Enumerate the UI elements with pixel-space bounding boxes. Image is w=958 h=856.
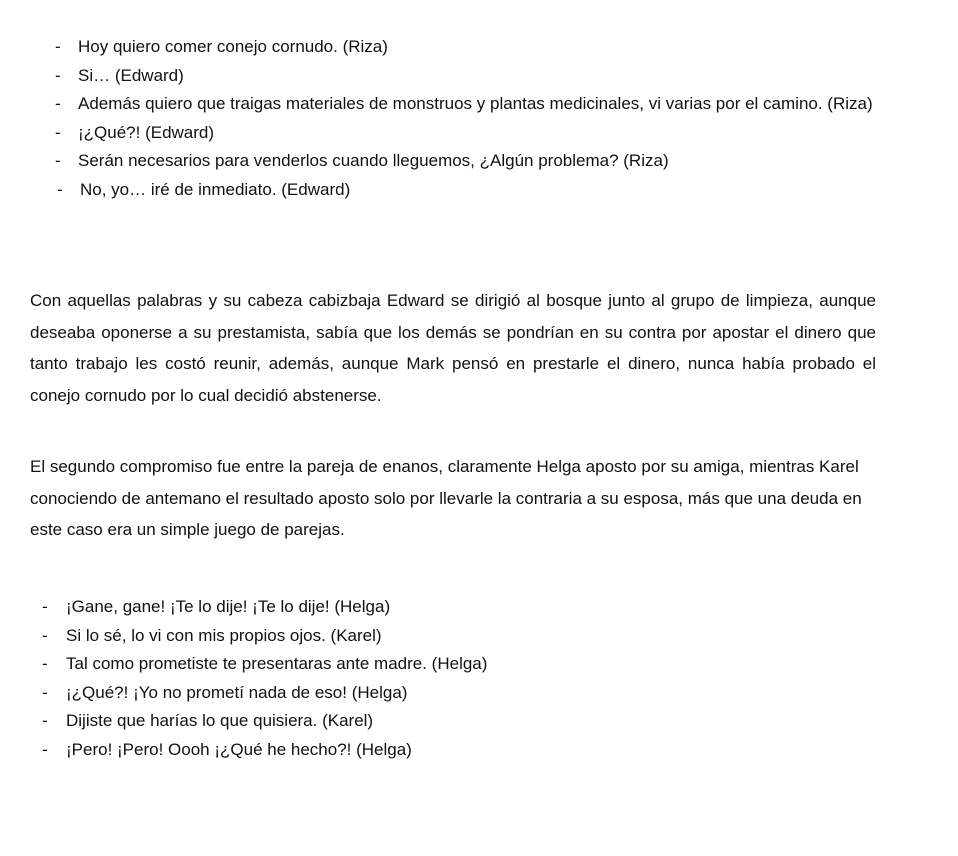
dialogue-line [0,622,958,651]
dash-bullet: - [42,654,48,673]
dialogue-line [0,176,958,205]
dash-bullet: - [42,711,48,730]
dialogue-line [0,147,958,176]
dialogue-list-riza-edward [0,33,958,204]
dash-bullet: - [55,65,61,85]
dialogue-line [0,707,958,736]
dialogue-line [0,119,958,148]
dash-bullet: - [42,625,48,645]
dialogue-list-helga-karel [0,593,958,764]
dialogue-text: Tal como prometiste te presentaras ante madre. (Helga) [66,654,488,673]
dialogue-line [0,679,958,708]
dialogue-text: ¡Gane, gane! ¡Te lo dije! ¡Te lo dije! (Helga) [66,597,391,616]
dialogue-text: Serán necesarios para venderlos cuando lleguemos, ¿Algún problema? (Riza) [78,151,669,170]
dialogue-line [0,33,958,62]
dash-bullet: - [57,179,63,199]
dialogue-text: Hoy quiero comer conejo cornudo. (Riza) [78,37,388,56]
narrative-paragraph: Con aquellas palabras y su cabeza cabizbaja Edward se dirigió al bosque junto al grupo de limpieza, aunque deseaba oponerse a su prestamista, sabía que los demás se pondrían en su contra por apostar el dinero que tanto trabajo les costó reunir, además, aunque Mark pensó en prestarle el dinero, nunca había probado el conejo cornudo por lo cual decidió abstenerse. [30,291,876,405]
dash-bullet: - [55,122,61,142]
dialogue-line [0,62,958,91]
dash-bullet: - [42,739,48,759]
dialogue-text: ¡¿Qué?! ¡Yo no prometí nada de eso! (Helga) [66,682,408,702]
dash-bullet: - [42,682,48,702]
dash-bullet: - [55,94,61,113]
dialogue-text: Si lo sé, lo vi con mis propios ojos. (Karel) [66,625,382,645]
dialogue-line [0,650,958,679]
dialogue-line [0,593,958,622]
dialogue-text: ¡¿Qué?! (Edward) [78,122,215,142]
dialogue-text: Además quiero que traigas materiales de monstruos y plantas medicinales, vi varias por el camino. (Riza) [78,94,873,113]
dialogue-text: Dijiste que harías lo que quisiera. (Karel) [66,711,374,730]
dialogue-text: Si… (Edward) [78,65,184,85]
dialogue-line [0,90,958,119]
dash-bullet: - [42,597,48,616]
dash-bullet: - [55,37,61,56]
narrative-paragraph: El segundo compromiso fue entre la pareja de enanos, claramente Helga aposto por su amiga, mientras Karel conociendo de antemano el resultado aposto solo por llevarle la contraria a su esposa, más que una deuda en este caso era un simple juego de parejas. [30,457,862,539]
dialogue-text: No, yo… iré de inmediato. (Edward) [80,179,351,199]
dash-bullet: - [55,151,61,170]
dialogue-text: ¡Pero! ¡Pero! Oooh ¡¿Qué he hecho?! (Helga) [66,739,412,759]
dialogue-line [0,736,958,765]
